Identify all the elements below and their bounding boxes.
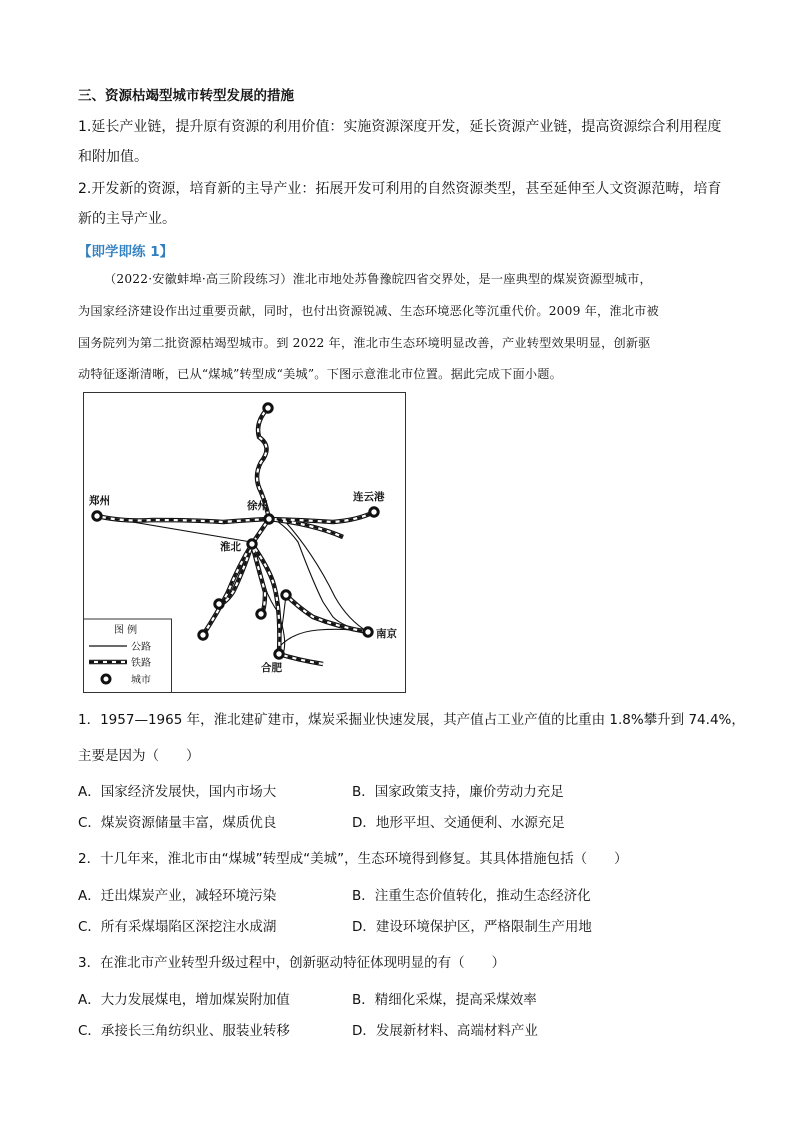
city-marker-nanjing (364, 628, 372, 636)
city-marker-west-2 (199, 631, 207, 639)
city-label-lianyungang: 连云港 (353, 491, 385, 503)
city-marker-xuzhou (265, 515, 273, 523)
map-legend (84, 619, 172, 693)
city-marker-zhengzhou (93, 512, 101, 520)
city-marker-hefei (275, 650, 283, 658)
city-label-nanjing: 南京 (376, 628, 397, 640)
question-1-option-a[interactable]: A．国家经济发展快，国内市场大 (78, 784, 277, 800)
question-3-option-a[interactable]: A．大力发展煤电，增加煤炭附加值 (78, 992, 290, 1008)
legend-railway-label: 铁路 (131, 658, 151, 669)
measure-2-line2: 新的主导产业。 (78, 211, 176, 227)
city-marker-lianyungang (370, 508, 378, 516)
question-2-option-d[interactable]: D．建设环境保护区，严格限制生产用地 (352, 919, 592, 935)
city-label-zhengzhou: 郑州 (89, 495, 110, 507)
city-marker-west-1 (215, 600, 223, 608)
city-marker-north (264, 404, 272, 412)
question-3-option-d[interactable]: D．发展新材料、高端材料产业 (352, 1023, 538, 1039)
measure-1-line2: 和附加值。 (78, 149, 148, 165)
legend-city-symbol (102, 675, 110, 683)
question-1-option-c[interactable]: C．煤炭资源储量丰富，煤质优良 (78, 815, 277, 831)
city-marker-east-2 (257, 610, 265, 618)
section-heading: 三、资源枯竭型城市转型发展的措施 (78, 88, 294, 104)
measure-2-line1: 2.开发新的资源，培育新的主导产业：拓展开发可利用的自然资源类型，甚至延伸至人文资源范畴，培育 (78, 181, 722, 197)
city-label-xuzhou: 徐州 (247, 500, 268, 512)
legend-title: 图 例 (114, 625, 138, 636)
city-marker-huaibei (248, 540, 256, 548)
question-1-line1: 1．1957—1965 年，淮北建矿建市，煤炭采掘业快速发展，其产值占工业产值的比重由 1.8%攀升到 74.4%， (78, 712, 745, 728)
question-2-option-b[interactable]: B．注重生态价值转化，推动生态经济化 (352, 888, 591, 904)
practice-text-line2: 为国家经济建设作出过重要贡献，同时，也付出资源锐减、生态环境恶化等沉重代价。2009 年，淮北市被 (78, 304, 659, 318)
question-3-option-c[interactable]: C．承接长三角纺织业、服装业转移 (78, 1023, 290, 1039)
practice-text-line3: 国务院列为第二批资源枯竭型城市。到 2022 年，淮北市生态环境明显改善，产业转型效果明显，创新驱 (78, 336, 651, 350)
practice-text-line1: （2022·安徽蚌埠·高三阶段练习）淮北市地处苏鲁豫皖四省交界处，是一座典型的煤炭资源型城市， (104, 272, 652, 286)
question-3-option-b[interactable]: B．精细化采煤，提高采煤效率 (352, 992, 537, 1008)
legend-road-label: 公路 (131, 642, 151, 653)
huaibei-location-map (83, 392, 406, 693)
question-2-option-c[interactable]: C．所有采煤塌陷区深挖注水成湖 (78, 919, 277, 935)
question-1-option-d[interactable]: D．地形平坦、交通便利、水源充足 (352, 815, 565, 831)
city-label-hefei: 合肥 (261, 662, 282, 674)
city-label-huaibei: 淮北 (220, 541, 241, 553)
practice-text-line4: 动特征逐渐清晰，已从“煤城”转型成“美城”。下图示意淮北市位置。据此完成下面小题。 (78, 367, 563, 381)
question-2-line1: 2．十几年来，淮北市由“煤城”转型成“美城”，生态环境得到修复。其具体措施包括（ ） (78, 851, 628, 867)
legend-city-label: 城市 (131, 675, 151, 686)
question-3-line1: 3．在淮北市产业转型升级过程中，创新驱动特征体现明显的有（ ） (78, 955, 506, 971)
practice-title: 【即学即练 1】 (78, 244, 174, 260)
measure-1-line1: 1.延长产业链，提升原有资源的利用价值：实施资源深度开发，延长资源产业链，提高资源综合利用程度 (78, 119, 722, 135)
question-1-option-b[interactable]: B．国家政策支持，廉价劳动力充足 (352, 784, 564, 800)
question-2-option-a[interactable]: A．迁出煤炭产业，减轻环境污染 (78, 888, 277, 904)
question-1-line2: 主要是因为（ ） (78, 748, 200, 764)
city-marker-east-1 (282, 591, 290, 599)
